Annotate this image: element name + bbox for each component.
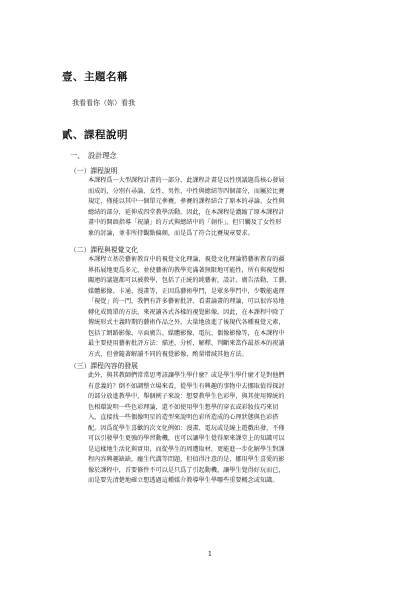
paragraph-line: 「視覺」的一門，我們有許多藝術批評、看畫論畫的理論，可以很容易地 [88,298,285,305]
paragraph-line: 轉化成簡單的方法，來祝讀各式各樣的視覺影像。因此，在本課程中除了 [88,308,285,316]
paragraph-line: 最主要使用藝術批評方法：描述、分析、解釋、判斷來當作最基本的祝讀 [88,340,285,347]
paragraph-line: 畫中的開頭指導「祝讀」的方式與總結中的「創作」，但只觸及了女性形 [88,219,282,226]
paragraph-line: 本課程爲一大型課程計畫的一部分，此課程計畫是以性別議題爲核心發展 [88,177,285,184]
paragraph-line: 關連的議題都可以被教學，包括了正統的純藝術，設計、廣告活動、工藝、 [88,277,291,284]
subsection-heading-design-concept: 一、 設計理念 [70,151,117,160]
paragraph-line: 像於課程中，首要條件不可以是只爲了引起動機，讓學生覺得好玩而已， [88,466,285,474]
paragraph-line: 本課程立基於藝術教育中的視覺文化理論，視覺文化理論將藝術教育的疆 [88,256,285,263]
paragraph-line: 方式，但會隨著解讀不同的視覺影像，酌量增減其他方法。 [88,350,248,358]
paragraph-line: 規定，僅能以其中一個單元參賽，參賽的課程結合了原本的尋論、女性與 [88,198,285,205]
paragraph-line: 而是要先清楚地確立想透過這種媒介教導學生學哪些重要概念或知識。 [88,477,279,484]
item-heading-visual-culture: （二）課程與視覺文化 [70,246,138,254]
paragraph-line: 象的討論，並非所持觀點偏頗，而是爲了符合比賽規章要求。 [88,229,254,237]
item-heading-course-content: （三）課程內容的發展 [70,362,138,370]
paragraph-line: 是這樣地生活化與實用，而從學生的周遭取材，更能進一步化解學生對課 [88,445,285,453]
section-heading-2: 貳、課程說明 [62,129,128,141]
paragraph-course-description [88,176,285,239]
paragraph-line: 此外，與其教師們常常思考該讓學生學什麼？或是學生學什麼才是對他們 [88,372,285,379]
paragraph-line: 包括了網路影像、卒面廣告、媒體影像、電玩、偶像影像等，在本課程中 [88,329,285,337]
paragraph-line: 界拓展地更爲多元，並使藝術的教學充滿著無限地可能性，所有與視覺相 [88,266,285,274]
paragraph-line: 色相環說明一些色彩理論，還不如使用學生想學的穿衣或彩妝技巧來切 [88,403,279,411]
page-number: 1 [207,550,213,558]
paragraph-line: 程內容興趣缺缺，龐生代溝等問題，但值得注意的是，挪用學生喜愛的影 [88,456,285,463]
paragraph-line: 入，直接找一些偶像明星的造型來說明色彩所造成的心理狀態與色彩搭 [88,414,279,421]
paragraph-line: 有意義的？倒不如調整立場來看，從學生有興趣的事物中去挪取值得探討 [88,382,285,390]
paragraph-line: 媒體影像、卡通、漫畫等，正因爲藝術學門，是眾多學門中，少數能處理 [88,287,285,295]
paragraph-visual-culture [88,255,291,360]
paragraph-line: 傳統形式主義時期的藝術作品之外，大量地放進了後現代各種視覺元素， [88,319,285,326]
paragraph-line: 而成的，分別有尋論、女性、男性、中性與總結等四個部分，而屬於比賽 [88,187,285,195]
paragraph-line: 的部分放進教學中，舉個例子來說：想要教學生色彩學，與其使用傳統的 [88,393,285,400]
paragraph-line: 可以引發學生更強的學習動機，也可以讓學生覺得原來課堂上的知識可以 [88,435,285,442]
section-heading-1: 壹、主題名稱 [62,71,128,83]
paragraph-line: 總結的部分，延伸成四堂教學活動。因此，在本課程是濃縮了原本課程計 [88,208,285,216]
paragraph-course-content [88,371,285,487]
item-heading-course-description: （一）課程說明 [70,167,118,175]
topic-title: 我看看你（妳）看我 [72,99,135,107]
paragraph-line: 配。因爲從學生喜歡的次文化例如：漫畫、電玩或是線上遊戲出發，不僅 [88,424,285,432]
